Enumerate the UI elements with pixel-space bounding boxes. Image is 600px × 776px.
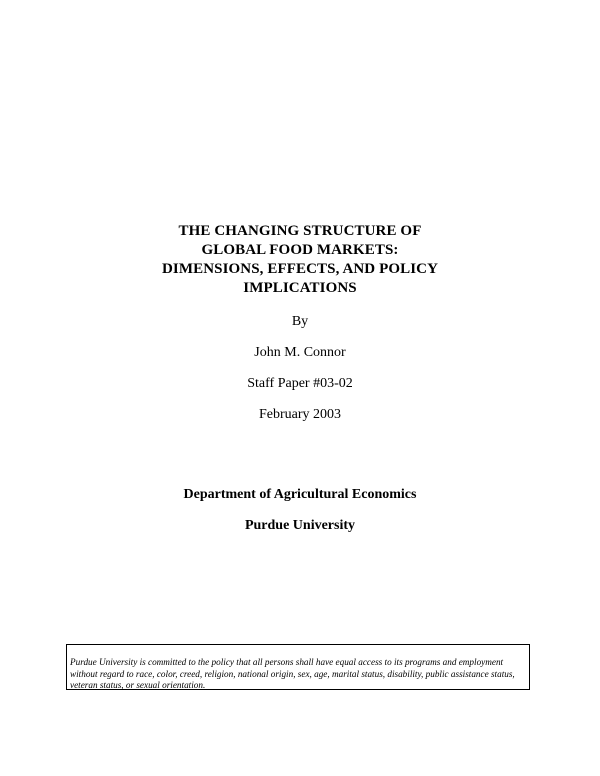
by-label: By [291,314,309,329]
publication-date: February 2003 [258,407,342,422]
author-name: John M. Connor [254,345,346,360]
university-name: Purdue University [244,518,356,533]
staff-paper-number: Staff Paper #03-02 [247,376,353,391]
title-line-2: GLOBAL FOOD MARKETS: [201,242,399,258]
title-line-1: THE CHANGING STRUCTURE OF [178,223,422,239]
equal-access-notice [66,644,530,690]
document-title [0,222,600,298]
title-line-4: IMPLICATIONS [243,280,357,296]
title-line-3: DIMENSIONS, EFFECTS, AND POLICY [161,261,439,277]
notice-text: Purdue University is committed to the policy that all persons shall have equal access to its programs and employment without regard to race, color, creed, religion, national origin, sex, age, marital status, disability, public assistance status, veteran status, or sexual orientation. [70,657,515,690]
department-name: Department of Agricultural Economics [183,487,417,502]
